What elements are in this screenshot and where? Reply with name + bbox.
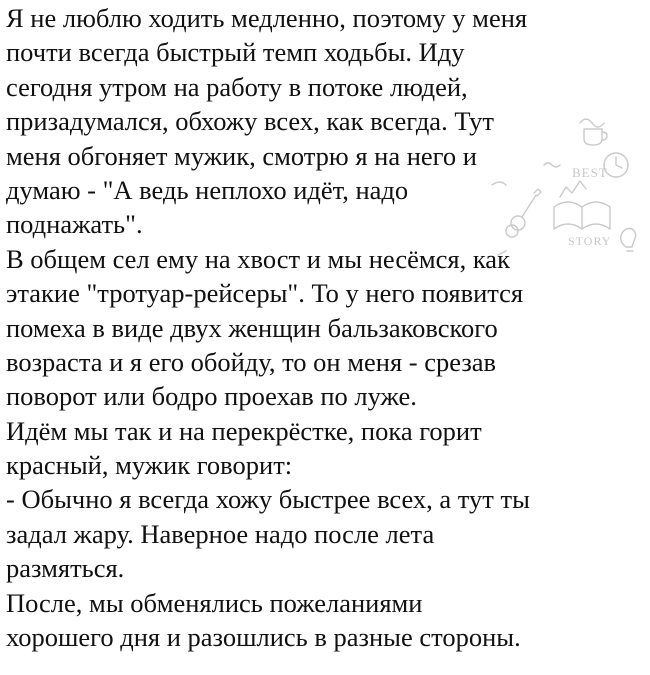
story-line: хорошего дня и разошлись в разные стороны. xyxy=(6,622,521,653)
story-line: помеха в виде двух женщин бальзаковского xyxy=(6,312,498,343)
story-line: Я не люблю ходить медленно, поэтому у меня xyxy=(6,3,528,33)
story-line: поднажать". xyxy=(6,209,143,240)
story-line: меня обгоняет мужик, смотрю я на него и xyxy=(6,140,477,171)
story-line: сегодня утром на работу в потоке людей, xyxy=(6,71,468,102)
story-line: этакие "тротуар-рейсеры". То у него появится xyxy=(6,278,524,309)
watermark-word-top: BEST xyxy=(572,165,608,180)
story-line: После, мы обменялись пожеланиями xyxy=(6,587,423,618)
story-line: красный, мужик говорит: xyxy=(6,450,293,481)
story-line: возраста и я его обойду, то он меня - срезав xyxy=(6,346,497,377)
story-line: думаю - "А ведь неплохо идёт, надо xyxy=(6,174,409,205)
story-line: поворот или бодро проехав по луже. xyxy=(6,381,417,412)
story-line: В общем сел ему на хвост и мы несёмся, как xyxy=(6,243,510,274)
story-line: задал жару. Наверное надо после лета xyxy=(6,518,435,549)
story-line: размяться. xyxy=(6,553,125,584)
story-line: призадумался, обхожу всех, как всегда. Тут xyxy=(6,106,495,137)
story-line: Идём мы так и на перекрёстке, пока горит xyxy=(6,415,482,446)
story-line: - Обычно я всегда хожу быстрее всех, а тут ты xyxy=(6,484,530,515)
story-text xyxy=(6,0,646,654)
story-line: почти всегда быстрый темп ходьбы. Иду xyxy=(6,37,465,68)
watermark-word-bottom: STORY xyxy=(568,234,612,248)
